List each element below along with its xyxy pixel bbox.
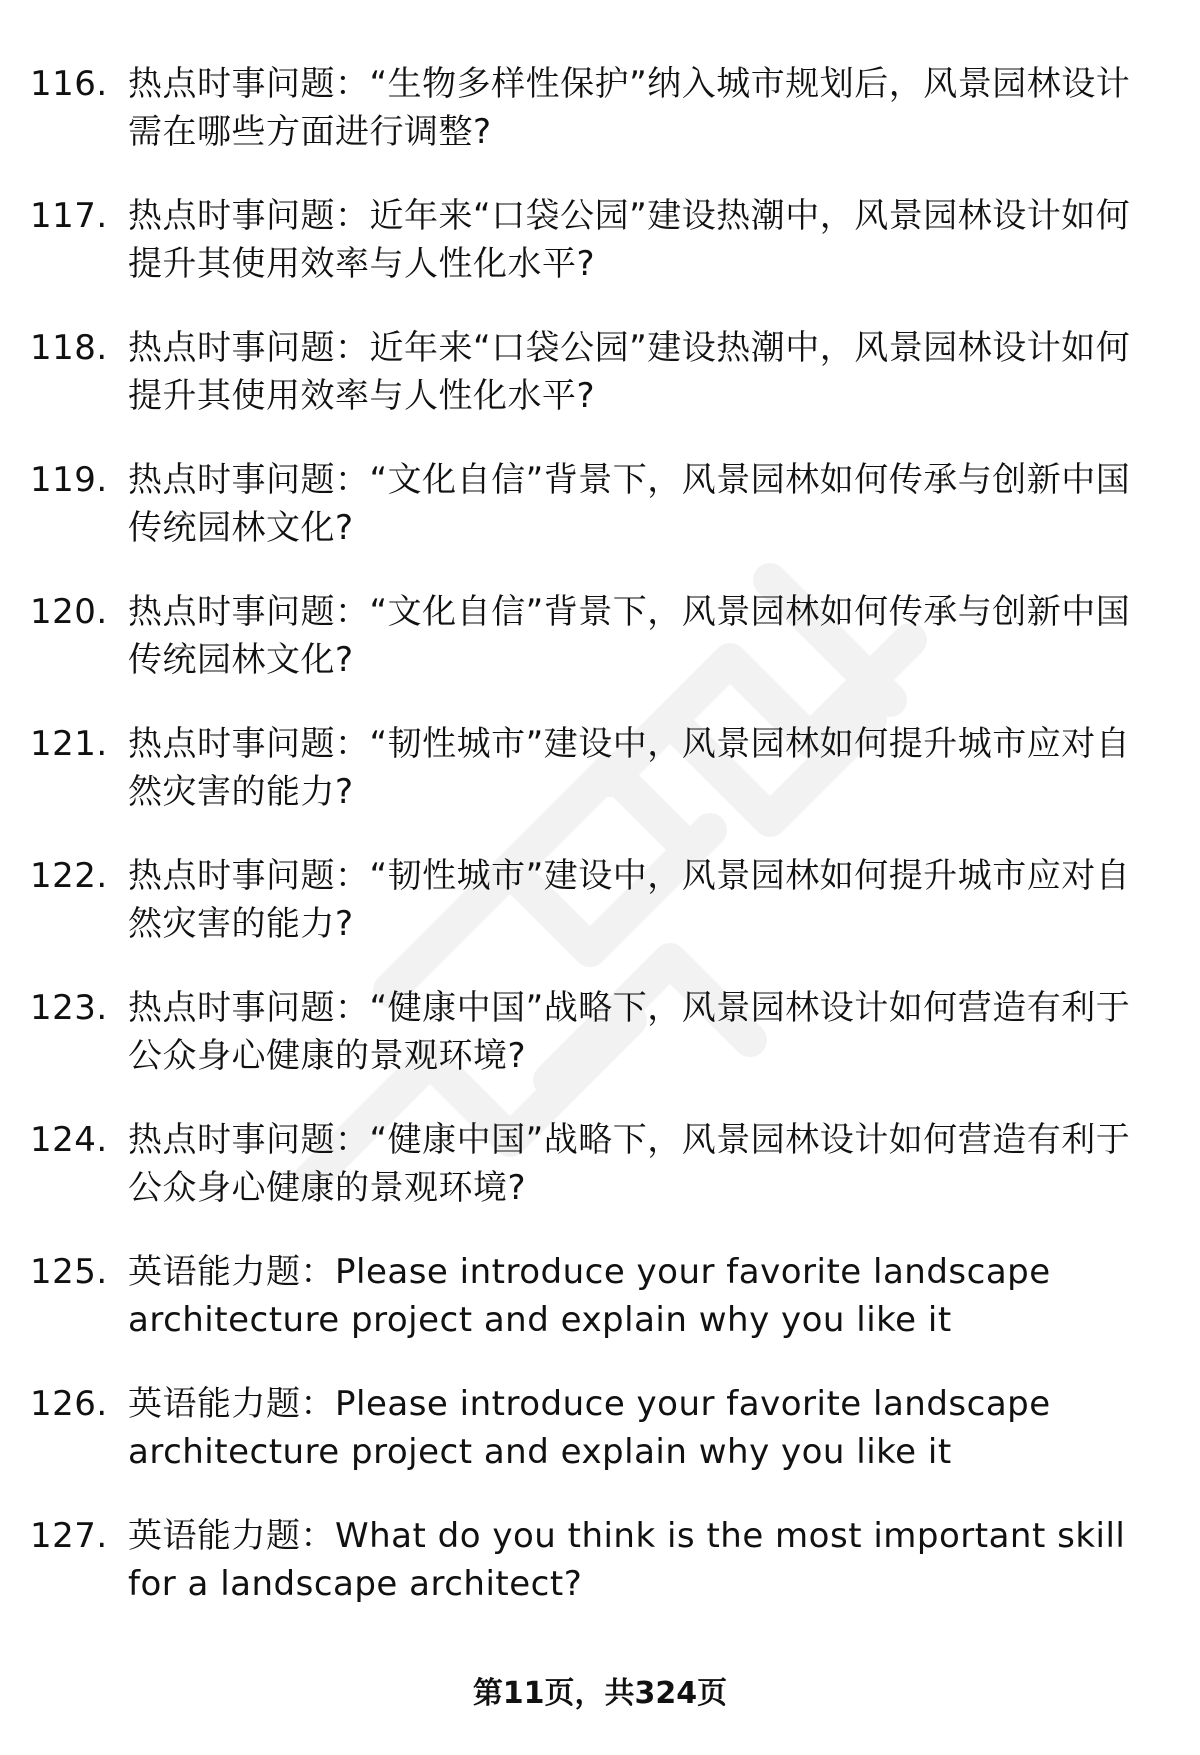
question-text: 热点时事问题：“健康中国”战略下，风景园林设计如何营造有利于公众身心健康的景观环境? xyxy=(128,988,1131,1076)
question-text: 热点时事问题：近年来“口袋公园”建设热潮中，风景园林设计如何提升其使用效率与人性化水平? xyxy=(128,328,1131,416)
question-number: 116. xyxy=(30,64,108,104)
question-number: 123. xyxy=(30,988,108,1028)
question-text: 热点时事问题：“韧性城市”建设中，风景园林如何提升城市应对自然灾害的能力? xyxy=(128,856,1131,944)
question-number: 126. xyxy=(30,1384,108,1424)
question-number: 118. xyxy=(30,328,108,368)
question-number: 120. xyxy=(30,592,108,632)
question-number: 125. xyxy=(30,1252,108,1292)
question-number: 122. xyxy=(30,856,108,896)
question-number: 127. xyxy=(30,1516,108,1556)
question-number: 121. xyxy=(30,724,108,764)
question-text: 英语能力题：Please introduce your favorite landscape architecture project and explain why you like it xyxy=(128,1252,1051,1340)
question-text: 热点时事问题：近年来“口袋公园”建设热潮中，风景园林设计如何提升其使用效率与人性化水平? xyxy=(128,196,1131,284)
page-footer: 第11页，共324页 xyxy=(472,1676,728,1711)
question-text: 热点时事问题：“文化自信”背景下，风景园林如何传承与创新中国传统园林文化? xyxy=(128,592,1131,680)
question-text: 英语能力题：Please introduce your favorite landscape architecture project and explain why you like it xyxy=(128,1384,1051,1472)
question-number: 119. xyxy=(30,460,108,500)
question-text: 英语能力题：What do you think is the most important skill for a landscape architect? xyxy=(128,1516,1126,1604)
question-text: 热点时事问题：“健康中国”战略下，风景园林设计如何营造有利于公众身心健康的景观环境? xyxy=(128,1120,1131,1208)
question-number: 124. xyxy=(30,1120,108,1160)
question-text: 热点时事问题：“韧性城市”建设中，风景园林如何提升城市应对自然灾害的能力? xyxy=(128,724,1131,812)
question-text: 热点时事问题：“文化自信”背景下，风景园林如何传承与创新中国传统园林文化? xyxy=(128,460,1131,548)
question-text: 热点时事问题：“生物多样性保护”纳入城市规划后，风景园林设计需在哪些方面进行调整? xyxy=(128,64,1131,152)
question-number: 117. xyxy=(30,196,108,236)
